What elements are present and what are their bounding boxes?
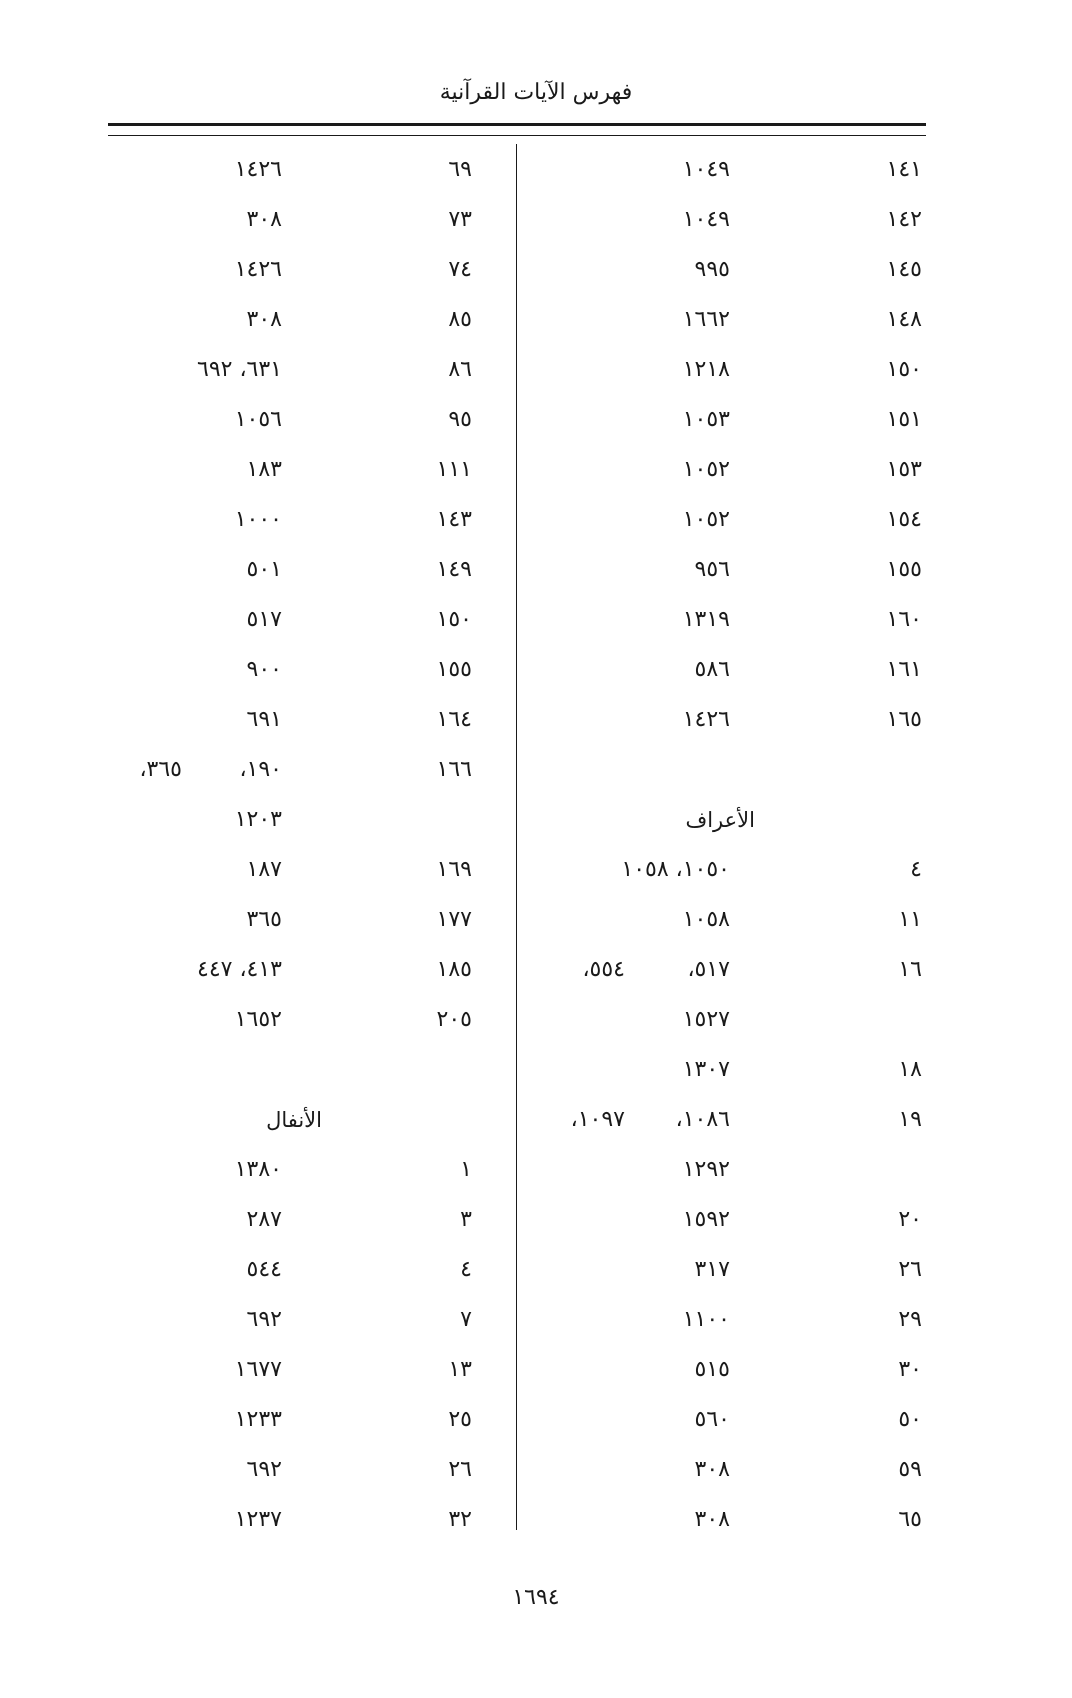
page-reference: ١٠٥٠، ١٠٥٨ xyxy=(621,857,730,882)
page-title: فهرس الآيات القرآنية xyxy=(439,80,633,105)
verse-number: ١٤٣ xyxy=(436,507,472,532)
page-reference: ٦٣١، ٦٩٢ xyxy=(197,357,282,382)
page-reference: ١٢١٨ xyxy=(682,357,730,382)
page-reference: ١٣١٩ xyxy=(682,607,730,632)
index-row xyxy=(100,197,512,247)
index-row xyxy=(100,297,512,347)
page-reference: ٦٩١ xyxy=(246,707,282,732)
index-column-right xyxy=(520,147,930,1547)
index-row xyxy=(520,1197,930,1247)
page-reference: ٩٠٠ xyxy=(246,657,282,682)
index-row xyxy=(520,447,930,497)
verse-number: ٢٦ xyxy=(898,1257,922,1282)
verse-number: ٧ xyxy=(460,1307,472,1332)
page-reference: ١٠٥٢ xyxy=(682,457,730,482)
index-row xyxy=(100,1397,512,1447)
index-column-left xyxy=(100,147,512,1547)
verse-number: ١٩ xyxy=(898,1107,922,1132)
verse-number: ٨٥ xyxy=(448,307,472,332)
page-reference: ١٥٩٢ xyxy=(682,1207,730,1232)
index-row xyxy=(520,1347,930,1397)
verse-number: ٤ xyxy=(460,1257,472,1282)
page-reference: ١٢٣٧ xyxy=(234,1507,282,1532)
verse-number: ٧٣ xyxy=(448,207,472,232)
verse-number: ٥٠ xyxy=(898,1407,922,1432)
verse-number: ١٦٤ xyxy=(436,707,472,732)
page-reference: ٩٥٦ xyxy=(694,557,730,582)
index-row xyxy=(100,997,512,1047)
verse-number: ٣ xyxy=(460,1207,472,1232)
header-rule-thick xyxy=(108,123,926,126)
verse-number: ٨٦ xyxy=(448,357,472,382)
page-reference: ١٣٨٠ xyxy=(234,1157,282,1182)
index-row xyxy=(100,497,512,547)
page-reference: ٥٨٦ xyxy=(694,657,730,682)
index-row xyxy=(520,997,930,1047)
index-row xyxy=(520,197,930,247)
verse-number: ١٨ xyxy=(898,1057,922,1082)
verse-number: ٢٩ xyxy=(898,1307,922,1332)
index-row xyxy=(520,1047,930,1097)
index-row xyxy=(520,597,930,647)
verse-number: ١٥٤ xyxy=(886,507,922,532)
verse-number: ٢٠٥ xyxy=(436,1007,472,1032)
page-reference: ٥١٧ xyxy=(246,607,282,632)
index-row xyxy=(520,547,930,597)
page-reference: ٣٠٨ xyxy=(694,1507,730,1532)
page-reference: ٥٤٤ xyxy=(246,1257,282,1282)
index-row xyxy=(100,547,512,597)
page-reference-continued: ١٠٩٧، xyxy=(570,1107,625,1132)
index-row xyxy=(100,1247,512,1297)
index-row xyxy=(100,1347,512,1397)
page-reference: ١٠٥٦ xyxy=(234,407,282,432)
page-reference: ١٩٠، xyxy=(239,757,282,782)
page-reference: ١٤٢٦ xyxy=(682,707,730,732)
verse-number: ١٤٥ xyxy=(886,257,922,282)
verse-number: ١٣ xyxy=(448,1357,472,1382)
verse-number: ١٦١ xyxy=(886,657,922,682)
index-row xyxy=(100,347,512,397)
verse-number: ٢٠ xyxy=(898,1207,922,1232)
page-reference: ١٦٥٢ xyxy=(234,1007,282,1032)
page-number: ١٦٩٤ xyxy=(512,1585,560,1610)
page-reference: ٣٠٨ xyxy=(246,207,282,232)
verse-number: ٢٦ xyxy=(448,1457,472,1482)
index-row xyxy=(100,797,512,847)
page-reference: ١٠٤٩ xyxy=(682,207,730,232)
page-reference: ٦٩٢ xyxy=(246,1307,282,1332)
verse-number: ١٥٠ xyxy=(886,357,922,382)
verse-number: ١٥٥ xyxy=(886,557,922,582)
index-row xyxy=(520,147,930,197)
index-row xyxy=(520,347,930,397)
page-reference: ١٠٥٨ xyxy=(682,907,730,932)
page-reference: ١٠٥٣ xyxy=(682,407,730,432)
verse-number: ١١١ xyxy=(436,457,472,482)
verse-number: ١٤١ xyxy=(886,157,922,182)
index-row xyxy=(100,1147,512,1197)
index-row xyxy=(100,947,512,997)
index-row xyxy=(100,1497,512,1547)
verse-number: ١٤٨ xyxy=(886,307,922,332)
page-reference: ٦٩٢ xyxy=(246,1457,282,1482)
verse-number: ١٥١ xyxy=(886,407,922,432)
index-row xyxy=(100,747,512,797)
page-reference: ١٠٤٩ xyxy=(682,157,730,182)
page-reference: ١٠٥٢ xyxy=(682,507,730,532)
index-row xyxy=(520,1297,930,1347)
verse-number: ٧٤ xyxy=(448,257,472,282)
page-reference: ٣٠٨ xyxy=(246,307,282,332)
verse-number: ١٥٥ xyxy=(436,657,472,682)
verse-number: ١١ xyxy=(898,907,922,932)
verse-number: ١٦٠ xyxy=(886,607,922,632)
index-row xyxy=(520,897,930,947)
page-reference: ١٣٠٧ xyxy=(682,1057,730,1082)
page-reference: ١٠٨٦، xyxy=(675,1107,730,1132)
index-row xyxy=(520,947,930,997)
index-row xyxy=(520,847,930,897)
index-row xyxy=(520,747,930,797)
verse-number: ١٦٦ xyxy=(436,757,472,782)
verse-number: ٦٥ xyxy=(898,1507,922,1532)
index-row xyxy=(100,647,512,697)
page-reference: ١٥٢٧ xyxy=(682,1007,730,1032)
verse-number: ١٧٧ xyxy=(436,907,472,932)
index-row xyxy=(520,697,930,747)
index-row xyxy=(520,647,930,697)
page-reference: ٣٠٨ xyxy=(694,1457,730,1482)
verse-number: ٩٥ xyxy=(448,407,472,432)
verse-number: ١٦ xyxy=(898,957,922,982)
header-rule-thin xyxy=(108,135,926,136)
page-reference: ١٢٠٣ xyxy=(234,807,282,832)
page-reference: ١٢٩٢ xyxy=(682,1157,730,1182)
column-divider xyxy=(516,144,517,1530)
verse-number: ٢٥ xyxy=(448,1407,472,1432)
index-row xyxy=(520,247,930,297)
verse-number: ٦٩ xyxy=(448,157,472,182)
verse-number: ١٥٠ xyxy=(436,607,472,632)
verse-number: ١٥٣ xyxy=(886,457,922,482)
page-reference: ٢٨٧ xyxy=(246,1207,282,1232)
verse-number: ١٤٢ xyxy=(886,207,922,232)
index-row xyxy=(520,397,930,447)
index-row xyxy=(520,1397,930,1447)
index-row xyxy=(520,497,930,547)
verse-number: ١٤٩ xyxy=(436,557,472,582)
sura-heading xyxy=(520,797,930,847)
verse-number: ١٦٥ xyxy=(886,707,922,732)
page-reference: ١٢٣٣ xyxy=(234,1407,282,1432)
page-reference: ٥٦٠ xyxy=(694,1407,730,1432)
sura-heading xyxy=(100,1097,512,1147)
verse-number: ٤ xyxy=(910,857,922,882)
index-row xyxy=(520,297,930,347)
verse-number: ٣٢ xyxy=(448,1507,472,1532)
page-reference: ٩٩٥ xyxy=(694,257,730,282)
verse-number: ١٦٩ xyxy=(436,857,472,882)
index-row xyxy=(100,597,512,647)
index-row xyxy=(100,897,512,947)
page-reference: ٣٦٥ xyxy=(246,907,282,932)
index-row xyxy=(520,1497,930,1547)
sura-name: الأعراف xyxy=(685,808,755,832)
index-row xyxy=(100,697,512,747)
verse-number: ١ xyxy=(460,1157,472,1182)
page-reference: ١٠٠٠ xyxy=(234,507,282,532)
index-row xyxy=(100,247,512,297)
page-reference: ١٦٦٢ xyxy=(682,307,730,332)
page-reference: ١٨٣ xyxy=(246,457,282,482)
page-reference-continued: ٣٦٥، xyxy=(139,757,182,782)
page-reference-continued: ٥٥٤، xyxy=(582,957,625,982)
page-reference: ١١٠٠ xyxy=(682,1307,730,1332)
verse-number: ٣٠ xyxy=(898,1357,922,1382)
verse-number: ١٨٥ xyxy=(436,957,472,982)
sura-name: الأنفال xyxy=(266,1108,322,1132)
page-reference: ٥٠١ xyxy=(246,557,282,582)
page-reference: ١٦٧٧ xyxy=(234,1357,282,1382)
index-row xyxy=(520,1447,930,1497)
index-row xyxy=(100,1047,512,1097)
index-row xyxy=(100,147,512,197)
page-reference: ١٤٢٦ xyxy=(234,257,282,282)
index-row xyxy=(520,1147,930,1197)
page-reference: ١٨٧ xyxy=(246,857,282,882)
page-reference: ٥١٥ xyxy=(694,1357,730,1382)
index-row xyxy=(100,447,512,497)
page-reference: ٤١٣، ٤٤٧ xyxy=(197,957,282,982)
index-row xyxy=(520,1097,930,1147)
index-row xyxy=(100,1297,512,1347)
index-row xyxy=(100,397,512,447)
index-row xyxy=(100,1197,512,1247)
verse-number: ٥٩ xyxy=(898,1457,922,1482)
index-row xyxy=(100,847,512,897)
index-row xyxy=(520,1247,930,1297)
index-row xyxy=(100,1447,512,1497)
page-reference: ٣١٧ xyxy=(694,1257,730,1282)
page-reference: ١٤٢٦ xyxy=(234,157,282,182)
page-reference: ٥١٧، xyxy=(687,957,730,982)
